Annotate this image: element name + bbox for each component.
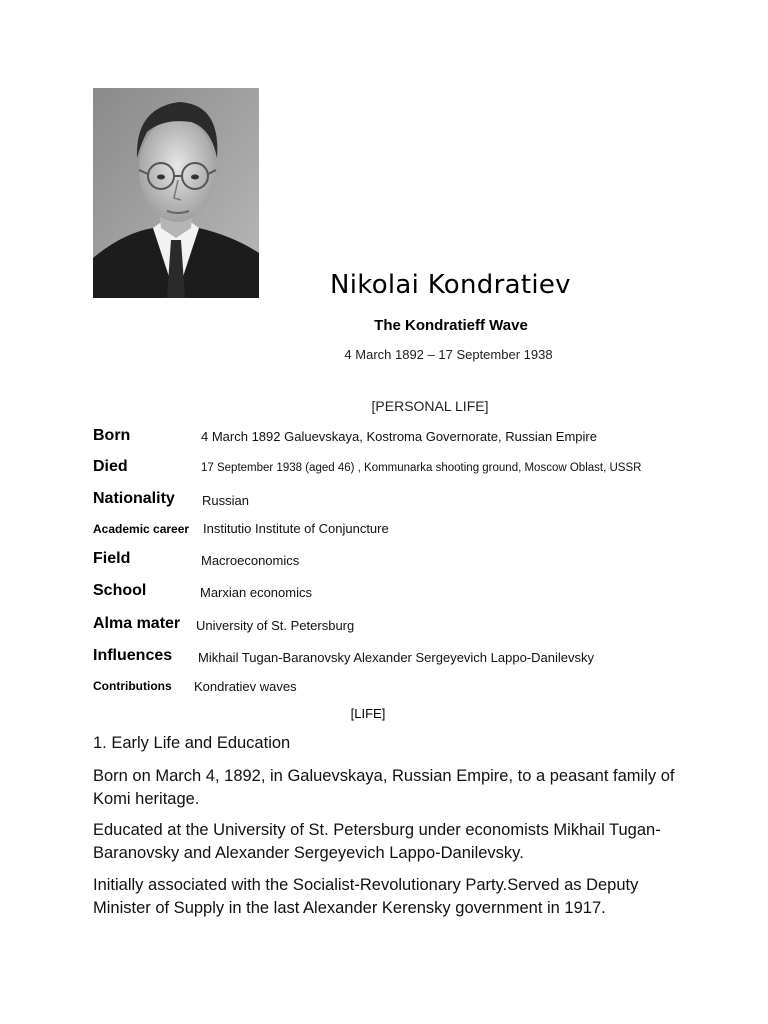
life-paragraph: Born on March 4, 1892, in Galuevskaya, Russian Empire, to a peasant family of Komi heritage.	[93, 767, 675, 808]
info-value: 17 September 1938 (aged 46) , Kommunarka shooting ground, Moscow Oblast, USSR	[201, 462, 642, 474]
info-value: University of St. Petersburg	[196, 618, 355, 633]
page-subtitle: The Kondratieff Wave	[374, 317, 528, 334]
life-paragraph: Initially associated with the Socialist-Revolutionary Party.Served as Deputy Minister of Supply in the last Alexander Kerensky government in 1917.	[93, 876, 639, 917]
info-value: Macroeconomics	[201, 553, 300, 568]
page-title: Nikolai Kondratiev	[330, 270, 571, 300]
life-paragraph: Educated at the University of St. Petersburg under economists Mikhail Tugan-Baranovsky and Alexander Sergeyevich Lappo-Danilevsky.	[93, 821, 661, 862]
info-label: Contributions	[93, 679, 172, 693]
portrait-illustration	[93, 88, 259, 298]
info-label: Academic career	[93, 522, 190, 536]
info-label: Field	[93, 550, 131, 567]
info-value: Russian	[202, 493, 249, 508]
info-label: Alma mater	[93, 615, 181, 632]
info-value: 4 March 1892 Galuevskaya, Kostroma Governorate, Russian Empire	[201, 429, 597, 444]
info-label: Died	[93, 458, 128, 475]
lifespan-dates: 4 March 1892 – 17 September 1938	[344, 347, 553, 362]
portrait-photo	[93, 88, 259, 298]
info-value: Kondratiev waves	[194, 679, 297, 694]
personal-life-heading: [PERSONAL LIFE]	[371, 398, 489, 414]
life-subheading: 1. Early Life and Education	[93, 734, 291, 752]
info-value: Marxian economics	[200, 585, 312, 600]
info-label: Born	[93, 427, 131, 444]
info-label: School	[93, 582, 147, 599]
life-heading: [LIFE]	[350, 706, 386, 721]
info-label: Influences	[93, 647, 173, 664]
info-label: Nationality	[93, 490, 175, 507]
info-value: Mikhail Tugan-Baranovsky Alexander Sergeyevich Lappo-Danilevsky	[198, 650, 594, 665]
info-value: Institutio Institute of Conjuncture	[203, 521, 389, 536]
